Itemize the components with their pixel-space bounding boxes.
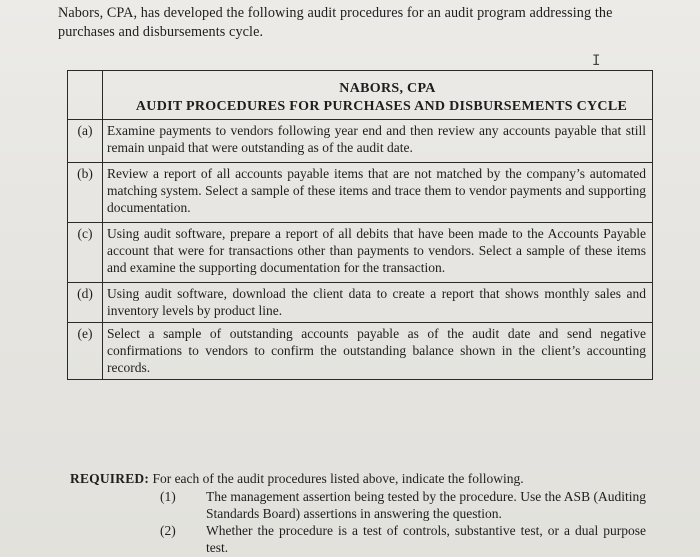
audit-procedures-table xyxy=(67,70,653,380)
table-row xyxy=(68,119,652,163)
item-text: Whether the procedure is a test of controls, substantive test, or a dual purpose test. xyxy=(206,523,646,555)
row-label: (b) xyxy=(77,166,93,181)
table-firm-name: NABORS, CPA xyxy=(339,81,436,96)
row-text: Using audit software, download the client data to create a report that shows monthly sales and inventory levels by product line. xyxy=(107,286,646,318)
table-row xyxy=(68,162,652,223)
row-label: (a) xyxy=(77,123,93,138)
table-title: AUDIT PROCEDURES FOR PURCHASES AND DISBURSEMENTS CYCLE xyxy=(135,99,628,114)
required-text: For each of the audit procedures listed above, indicate the following. xyxy=(152,471,524,486)
table-row xyxy=(68,322,652,380)
row-text: Examine payments to vendors following year end and then review any accounts payable that still remain unpaid that were outstanding as of the audit date. xyxy=(107,123,646,155)
row-text: Using audit software, prepare a report of all debits that have been made to the Accounts Payable account that were for transactions other than payments to vendors. Select a sample of these items and examine the supporting documentation for the transaction. xyxy=(107,226,646,275)
item-text: The management assertion being tested by the procedure. Use the ASB (Auditing Standards Board) assertions in answering the question. xyxy=(206,489,646,521)
row-label: (c) xyxy=(77,226,93,241)
table-header xyxy=(103,71,652,119)
intro-paragraph: Nabors, CPA, has developed the following audit procedures for an audit program addressing the purchases and disbursements cycle. xyxy=(58,5,613,40)
item-number: (1) xyxy=(160,489,176,504)
row-label: (d) xyxy=(77,286,93,301)
table-row xyxy=(68,282,652,323)
required-section xyxy=(70,470,670,487)
required-heading: REQUIRED: xyxy=(70,471,150,486)
row-text: Select a sample of outstanding accounts payable as of the audit date and send negative confirmations to vendors to confirm the outstanding balance shown in the client’s accounting records. xyxy=(107,326,646,375)
table-row xyxy=(68,222,652,283)
item-number: (2) xyxy=(160,523,176,538)
row-label: (e) xyxy=(77,326,93,341)
text-cursor-icon: I xyxy=(592,53,601,69)
row-text: Review a report of all accounts payable items that are not matched by the company’s automated matching system. Select a sample of these items and trace them to vendor payments and supporting documentation. xyxy=(107,166,646,215)
